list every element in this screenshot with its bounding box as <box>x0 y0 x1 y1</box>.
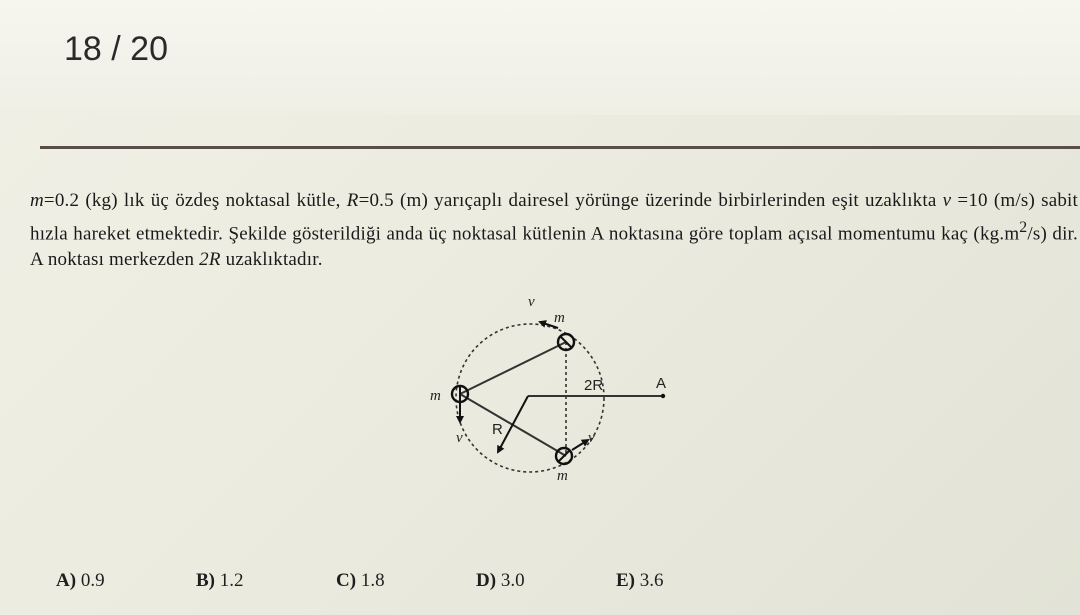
choice-c[interactable] <box>336 570 385 592</box>
question-tail: uzaklıktadır. <box>220 249 323 271</box>
point-a <box>661 394 665 398</box>
page-counter: 18 / 20 <box>64 30 168 68</box>
velocity-symbol: v <box>942 190 952 211</box>
choice-letter: B) <box>196 570 215 591</box>
radius-symbol: R <box>346 190 359 211</box>
mass-bottom <box>556 448 572 464</box>
choice-letter: C) <box>336 570 357 591</box>
two-r-symbol: 2R <box>199 249 221 271</box>
choice-value: 1.2 <box>219 570 244 591</box>
choice-value: 3.0 <box>500 570 525 591</box>
choice-e[interactable] <box>616 570 664 592</box>
choice-d[interactable] <box>476 570 525 592</box>
unit-exponent: 2 <box>1019 218 1028 236</box>
choice-value: 3.6 <box>639 570 664 591</box>
choice-letter: D) <box>476 570 497 591</box>
label-v-top: v <box>528 294 535 310</box>
mass-text: =0.2 (kg) lık üç özdeş noktasal kütle, <box>43 190 347 211</box>
page-header <box>0 0 1080 115</box>
answer-choices <box>0 570 1080 600</box>
unit-end-text: /s) dir. A noktası merkezden <box>30 222 1078 271</box>
mass-symbol: m <box>30 190 44 211</box>
label-m-top: m <box>554 310 565 326</box>
velocity-arrow-bottom <box>572 440 588 450</box>
label-r: R <box>492 421 503 438</box>
choice-letter: E) <box>616 570 635 591</box>
label-2r: 2R <box>584 377 604 394</box>
question-text <box>30 188 1078 274</box>
choice-b[interactable] <box>196 570 244 592</box>
label-v-left: v <box>456 430 463 446</box>
orbit-path <box>456 324 604 472</box>
label-a: A <box>656 375 667 392</box>
choice-a[interactable] <box>56 570 105 592</box>
triangle-edge <box>460 342 566 394</box>
choice-value: 1.8 <box>360 570 385 591</box>
mass-left <box>452 386 468 402</box>
label-m-bottom: m <box>557 468 568 484</box>
label-v-bottom: v <box>588 430 595 446</box>
velocity-text: =10 (m/s) sabit hızla hareket etmektedir. Şekilde gösterildiği anda üç noktasal kütlenin A noktasına göre toplam açısal momentumu kaç (kg.m <box>30 190 1079 244</box>
divider <box>40 146 1080 149</box>
label-m-left: m <box>430 388 441 404</box>
orbit-figure <box>420 290 700 490</box>
choice-value: 0.9 <box>80 570 105 591</box>
radius-text: =0.5 (m) yarıçaplı dairesel yörünge üzerinde birbirlerinden eşit uzaklıkta <box>358 190 943 211</box>
mass-top <box>558 334 574 350</box>
choice-letter: A) <box>56 570 77 591</box>
